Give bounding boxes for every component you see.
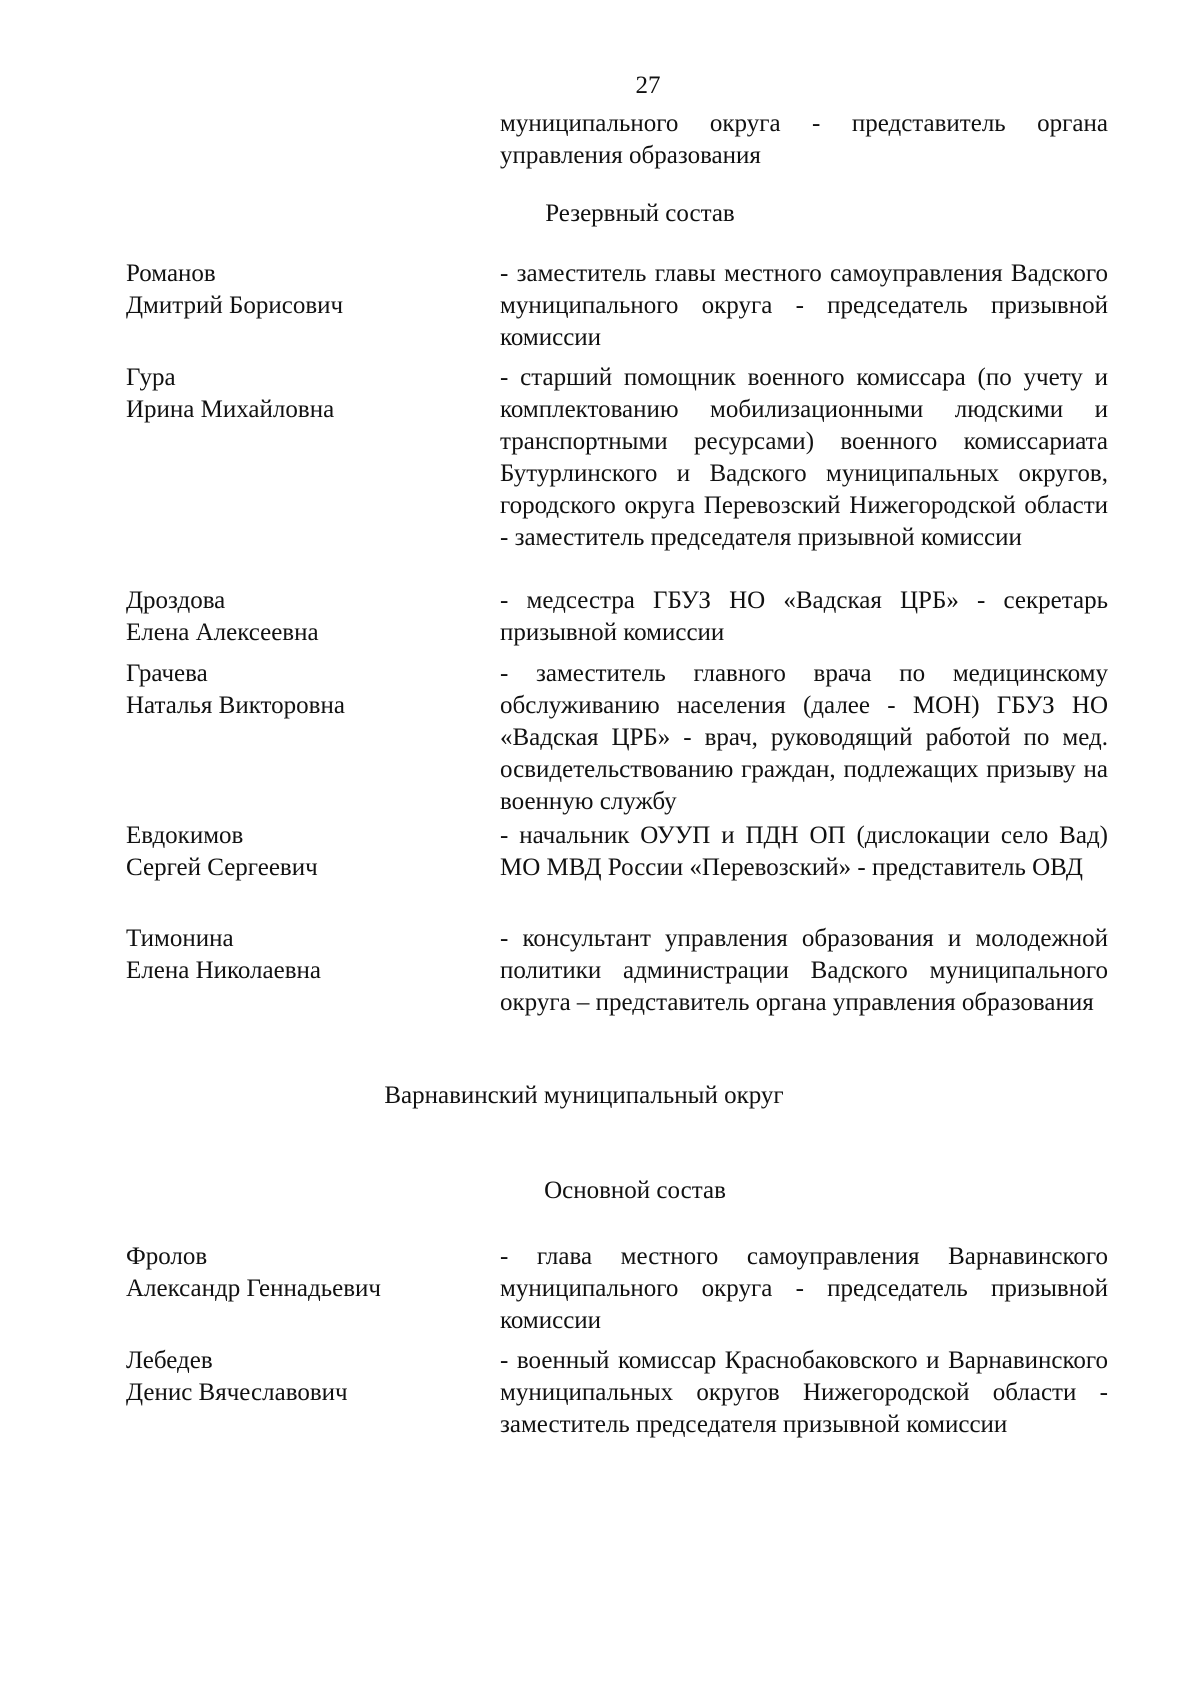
member-name <box>126 1241 476 1305</box>
member-name <box>126 658 476 722</box>
district-heading: Варнавинский муниципальный округ <box>384 1082 784 1109</box>
member-role: - старший помощник военного комиссара (по учету и комплектованию мобилизационными людскими и транспортными ресурсами) военного комиссариата Бутурлинского и Вадского муниципальных округов, городского округа Перевозский Нижегородской области - заместитель председателя призывной комиссии <box>500 364 1108 551</box>
continuation-text: муниципального округа - представитель органа управления образования <box>500 110 1108 169</box>
member-surname: Дроздова <box>126 587 226 614</box>
member-name <box>126 820 476 884</box>
member-role: - заместитель главы местного самоуправления Вадского муниципального округа - председатель призывной комиссии <box>500 260 1108 351</box>
member-surname: Романов <box>126 260 216 287</box>
member-given-name: Елена Николаевна <box>126 957 321 984</box>
member-role: - медсестра ГБУЗ НО «Вадская ЦРБ» - секретарь призывной комиссии <box>500 587 1108 646</box>
member-role: - заместитель главного врача по медицинскому обслуживанию населения (далее - МОН) ГБУЗ НО «Вадская ЦРБ» - врач, руководящий работой по мед. освидетельствованию граждан, подлежащих призыву на военную службу <box>500 660 1108 815</box>
member-given-name: Денис Вячеславович <box>126 1379 348 1406</box>
member-surname: Фролов <box>126 1243 208 1270</box>
member-role: - консультант управления образования и молодежной политики администрации Вадского муниципального округа – представитель органа управления образования <box>500 925 1108 1016</box>
member-name <box>126 362 476 426</box>
member-name <box>126 585 476 649</box>
member-role: - начальник ОУУП и ПДН ОП (дислокации село Вад) МО МВД России «Перевозский» - представитель ОВД <box>500 822 1108 881</box>
member-name <box>126 1345 476 1409</box>
member-given-name: Наталья Викторовна <box>126 692 345 719</box>
member-given-name: Дмитрий Борисович <box>126 292 344 319</box>
section-heading-main: Основной состав <box>544 1177 726 1204</box>
member-name <box>126 258 476 322</box>
member-given-name: Сергей Сергеевич <box>126 854 318 881</box>
member-given-name: Ирина Михайловна <box>126 396 335 423</box>
member-surname: Лебедев <box>126 1347 213 1374</box>
member-name <box>126 923 476 987</box>
member-given-name: Елена Алексеевна <box>126 619 319 646</box>
member-surname: Грачева <box>126 660 208 687</box>
member-surname: Евдокимов <box>126 822 244 849</box>
member-role: - военный комиссар Краснобаковского и Варнавинского муниципальных округов Нижегородской области - заместитель председателя призывной комиссии <box>500 1347 1108 1438</box>
member-surname: Тимонина <box>126 925 234 952</box>
page-number: 27 <box>635 72 661 99</box>
member-surname: Гура <box>126 364 176 391</box>
section-heading-reserve: Резервный состав <box>545 200 735 227</box>
member-role: - глава местного самоуправления Варнавинского муниципального округа - председатель призывной комиссии <box>500 1243 1108 1334</box>
member-given-name: Александр Геннадьевич <box>126 1275 381 1302</box>
